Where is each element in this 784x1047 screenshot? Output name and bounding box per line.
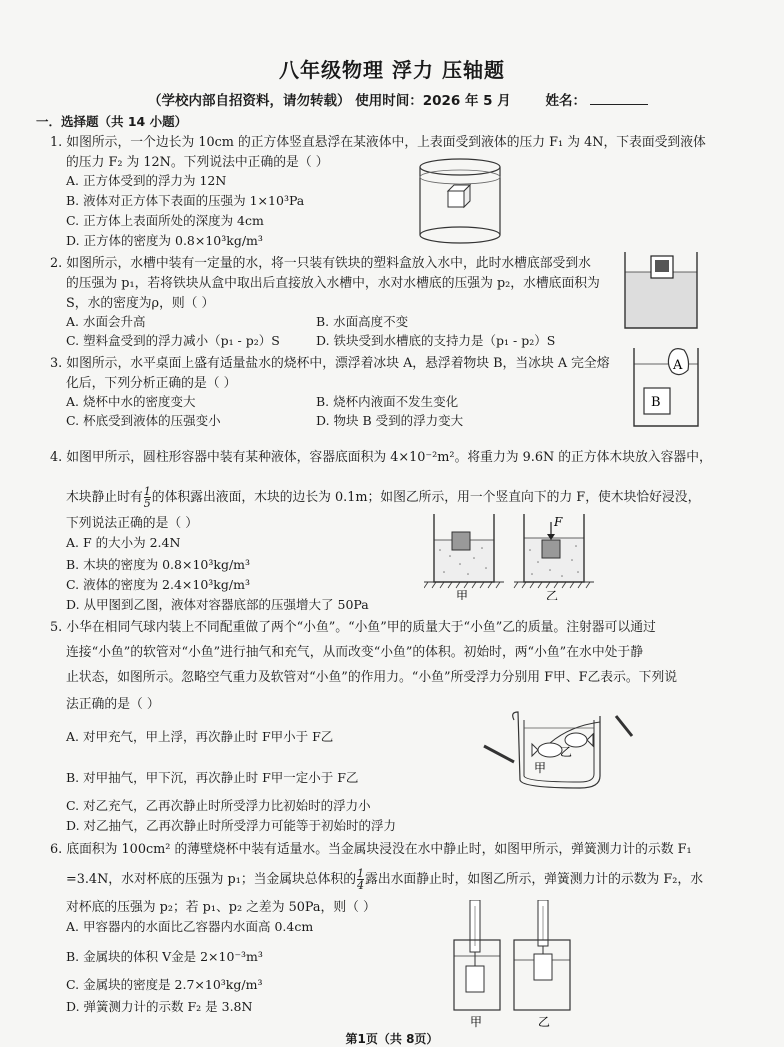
q2-figure [622,250,700,332]
q4-line2-b: 的体积露出液面，木块的边长为 0.1m；如图乙所示，用一个竖直向下的力 F，使木块恰好浸没， [151,490,701,505]
name-blank [590,94,648,105]
q5-option-b: B. 对甲抽气，甲下沉，再次静止时 F甲一定小于 F乙 [66,770,359,785]
page-title: 八年级物理 浮力 压轴题 [279,58,505,82]
q6-line3: 对杯底的压强为 p₂；若 p₁、p₂ 之差为 50Pa，则（ ） [66,900,376,915]
q4-option-d: D. 从甲图到乙图，液体对容器底部的压强增大了 50Pa [66,597,369,612]
q4-fig-yi: 乙 [546,589,559,600]
q2-option-d: D. 铁块受到水槽底的支持力是（p₁ - p₂）S [316,333,556,348]
q6-frac-num: 1 [357,867,365,880]
q1-option-d: D. 正方体的密度为 0.8×10³kg/m³ [66,233,263,248]
q6-line2-a: =3.4N，水对杯底的压强为 p₁；当金属块总体积的 [66,872,357,887]
q5-option-d: D. 对乙抽气，乙再次静止时所受浮力可能等于初始时的浮力 [66,818,397,833]
q3-figure [630,344,702,430]
q1-line1: 1. 如图所示，一个边长为 10cm 的正方体竖直悬浮在某液体中，上表面受到液体的压力 F₁ 为 4N，下表面受到液体 [50,135,706,150]
q5-fig-yi: 乙 [560,745,573,759]
q4-line2 [66,486,700,509]
q3-line1: 3. 如图所示，水平桌面上盛有适量盐水的烧杯中，漂浮着冰块 A，悬浮着物块 B，当冰块 A 完全熔 [50,356,610,371]
q2-line3: S，水的密度为ρ，则（ ） [66,296,215,311]
q6-option-c: C. 金属块的密度是 2.7×10³kg/m³ [66,977,263,992]
q4-fig-jia: 甲 [456,589,469,600]
q5-line3: 止状态，如图所示。忽略空气重力及软管对“小鱼”的作用力。“小鱼”所受浮力分别用 F甲、F乙表示。下列说 [66,670,678,685]
q4-fig-f: F [554,515,563,529]
section-heading: 一．选择题（共 14 小题） [36,114,188,129]
q2-line1: 2. 如图所示，水槽中装有一定量的水，将一只装有铁块的塑料盒放入水中，此时水槽底部受到水 [50,256,591,271]
q1-option-b: B. 液体对正方体下表面的压强为 1×10³Pa [66,193,305,208]
q4-option-c: C. 液体的密度为 2.4×10³kg/m³ [66,577,250,592]
q1-option-c: C. 正方体上表面所处的深度为 4cm [66,213,264,228]
q6-fig-jia: 甲 [470,1015,483,1029]
q4-line2-a: 木块静止时有 [66,490,143,505]
q2-option-c: C. 塑料盒受到的浮力减小（p₁ - p₂）S [66,333,280,348]
q6-option-b: B. 金属块的体积 V金是 2×10⁻³m³ [66,949,263,964]
q6-figure [440,900,576,1030]
q2-option-a: A. 水面会升高 [66,314,146,329]
name-label: 姓名： [545,93,586,109]
q5-line1: 5. 小华在相同气球内装上不同配重做了两个“小鱼”。“小鱼”甲的质量大于“小鱼”乙的质量。注射器可以通过 [50,620,656,635]
q5-figure [480,706,644,792]
q5-line4: 法正确的是（ ） [66,697,160,712]
q6-option-d: D. 弹簧测力计的示数 F₂ 是 3.8N [66,999,253,1014]
q5-option-a: A. 对甲充气，甲上浮，再次静止时 F甲小于 F乙 [66,729,334,744]
subtitle-text: （学校内部自招资料，请勿转载） 使用时间：2026 年 5 月 [148,93,511,109]
q4-fraction [144,486,151,509]
q5-option-c: C. 对乙充气，乙再次静止时所受浮力比初始时的浮力小 [66,798,371,813]
q6-line2-b: 露出水面静止时，如图乙所示，弹簧测力计的示数为 F₂，水 [365,872,704,887]
q3-option-c: C. 杯底受到液体的压强变小 [66,413,221,428]
q3-option-b: B. 烧杯内液面不发生变化 [316,394,459,409]
q5-fig-jia: 甲 [534,761,547,775]
q4-frac-den: 5 [143,497,151,510]
q6-fig-yi: 乙 [538,1015,551,1029]
q1-figure [412,155,508,247]
q6-option-a: A. 甲容器内的水面比乙容器内水面高 0.4cm [66,919,314,934]
page-subtitle [148,89,648,109]
q6-line2 [66,868,703,891]
q1-option-a: A. 正方体受到的浮力为 12N [66,173,227,188]
q4-line3: 下列说法正确的是（ ） [66,516,199,531]
q3-line2: 化后，下列分析正确的是（ ） [66,376,237,391]
q1-line2: 的压力 F₂ 为 12N。下列说法中正确的是（ ） [66,155,329,170]
q6-frac-den: 4 [357,879,365,892]
q4-figure [424,510,598,600]
q4-option-a: A. F 的大小为 2.4N [66,535,181,550]
q2-line2: 的压强为 p₁，若将铁块从盒中取出后直接放入水槽中，水对水槽底的压强为 p₂，水槽底面积为 [66,276,600,291]
q4-frac-num: 1 [143,485,151,498]
q3-option-a: A. 烧杯中水的密度变大 [66,394,196,409]
q3-fig-a-label: A [673,358,683,373]
q6-line1: 6. 底面积为 100cm² 的薄壁烧杯中装有适量水。当金属块浸没在水中静止时，如图甲所示，弹簧测力计的示数 F₁ [50,842,692,857]
q4-option-b: B. 木块的密度为 0.8×10³kg/m³ [66,557,251,572]
q5-line2: 连接“小鱼”的软管对“小鱼”进行抽气和充气，从而改变“小鱼”的体积。初始时，两“小鱼”在水中处于静 [66,645,644,660]
q3-fig-b-label: B [651,395,661,410]
q2-option-b: B. 水面高度不变 [316,314,409,329]
page-footer: 第1页（共 8页） [345,1032,439,1046]
q6-fraction [357,868,364,891]
q4-line1: 4. 如图甲所示，圆柱形容器中装有某种液体，容器底面积为 4×10⁻²m²。将重力为 9.6N 的正方体木块放入容器中， [50,450,712,465]
q3-option-d: D. 物块 B 受到的浮力变大 [316,413,464,428]
